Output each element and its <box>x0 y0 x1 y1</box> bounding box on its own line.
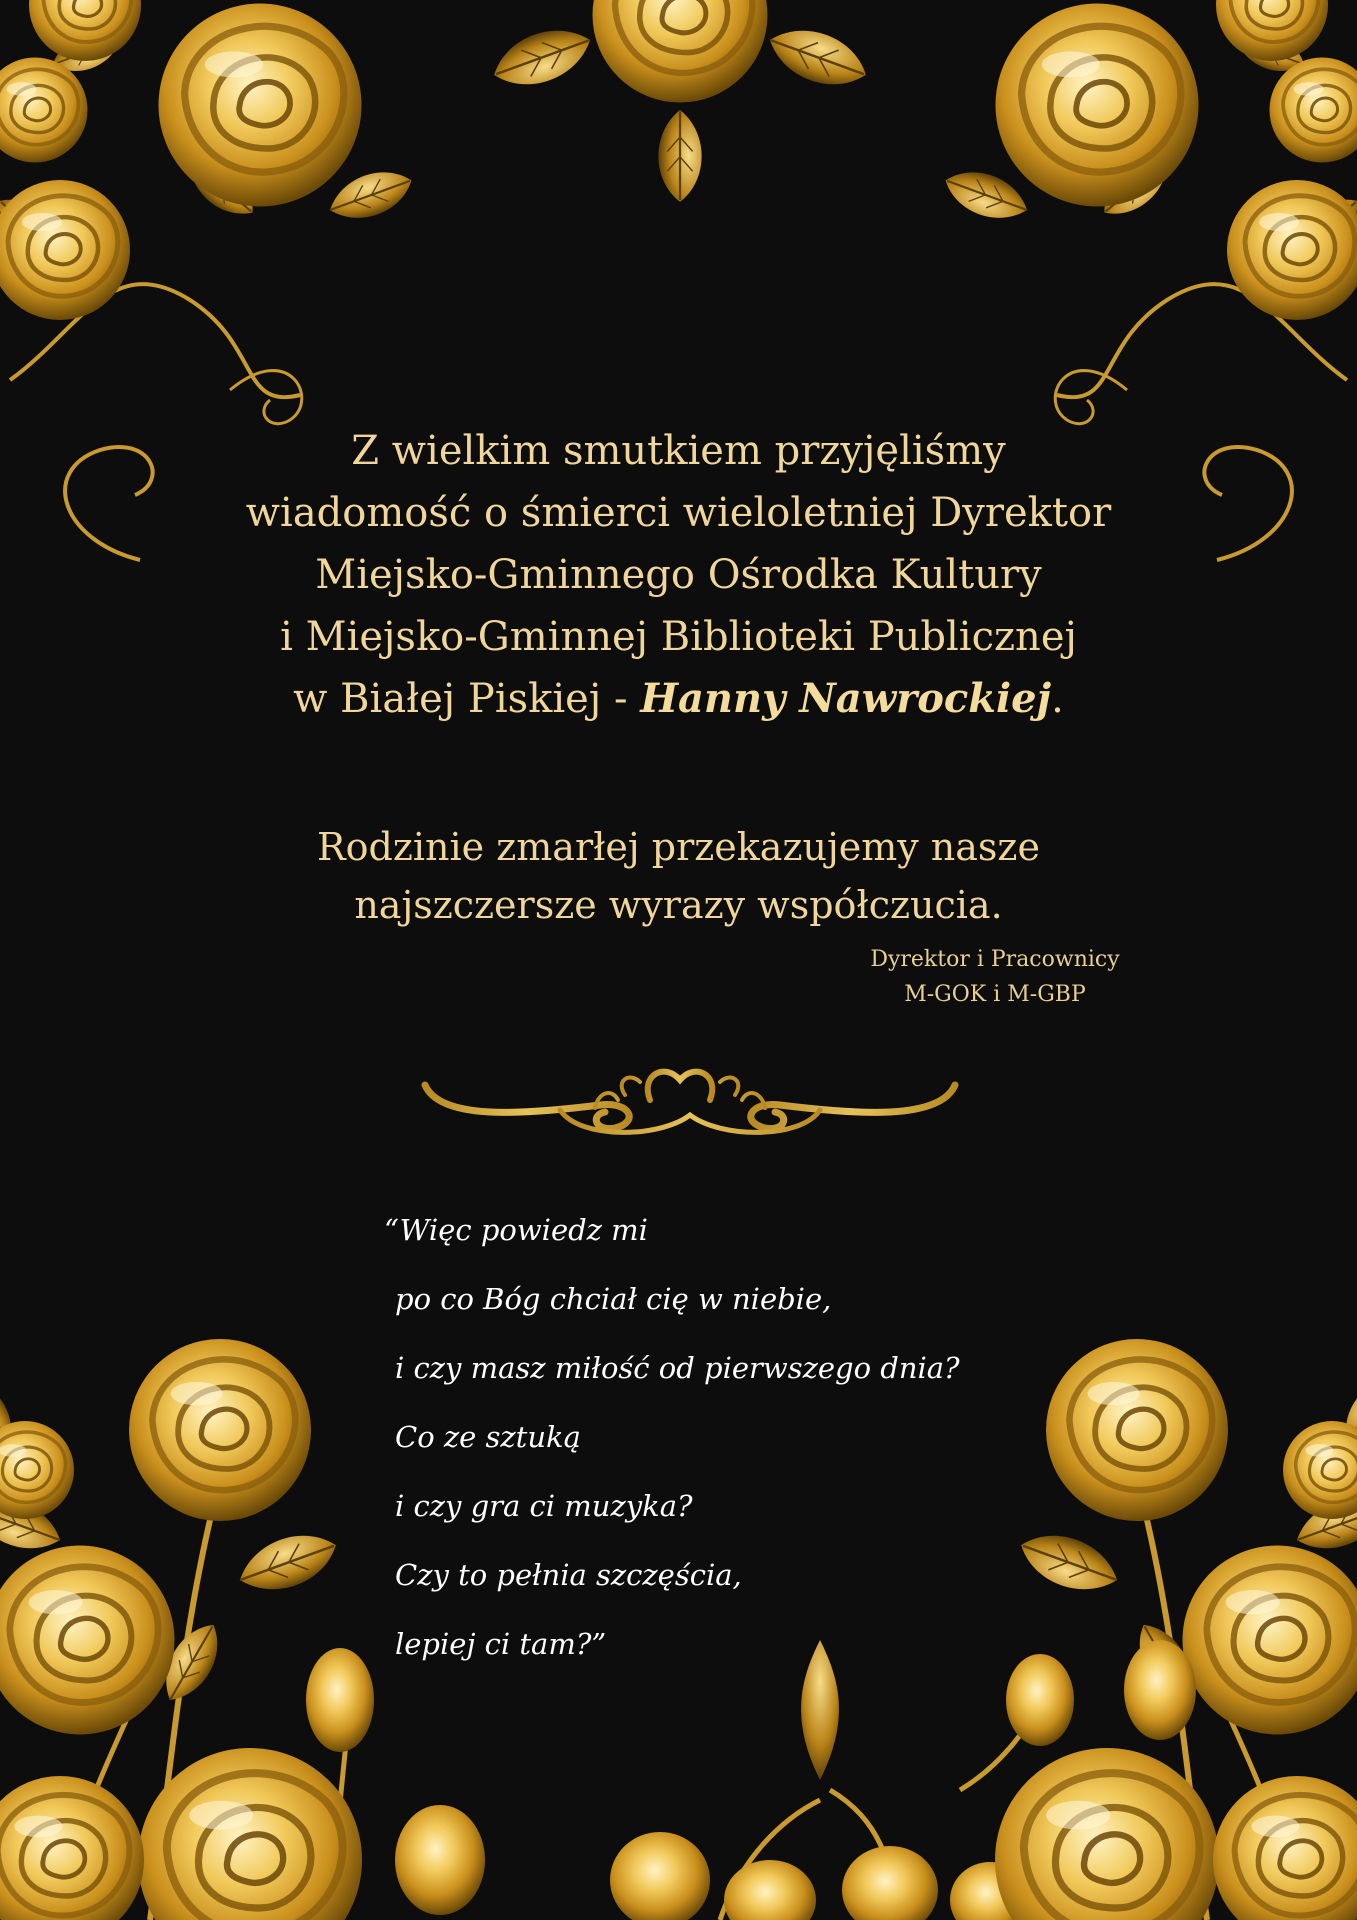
poem-line: po co Bóg chciał cię w niebie, <box>395 1282 832 1316</box>
announcement-line-5-suffix: . <box>1051 676 1064 722</box>
announcement-line-5-prefix: w Białej Piskiej - <box>293 676 641 722</box>
announcement-line-4: i Miejsko-Gminnej Biblioteki Publicznej <box>280 614 1077 660</box>
announcement-line-2: wiadomość o śmierci wieloletniej Dyrektor <box>245 490 1112 536</box>
poem-line: i czy masz miłość od pierwszego dnia? <box>395 1351 960 1385</box>
signature <box>795 942 1195 1012</box>
signature-line-2: M-GOK i M-GBP <box>904 982 1086 1007</box>
poem-quote <box>384 1196 1004 1679</box>
condolence-text <box>160 818 1197 934</box>
bottom-right-roses-icon <box>995 1339 1357 1920</box>
condolence-line-2: najszczersze wyrazy współczucia. <box>354 883 1003 927</box>
gold-flourish-divider-icon <box>425 1072 955 1133</box>
signature-line-1: Dyrektor i Pracownicy <box>870 947 1120 972</box>
condolence-line-1: Rodzinie zmarłej przekazujemy nasze <box>317 825 1040 869</box>
announcement-line-1: Z wielkim smutkiem przyjęliśmy <box>351 428 1006 474</box>
announcement-line-3: Miejsko-Gminnego Ośrodka Kultury <box>315 552 1042 598</box>
poem-line: i czy gra ci muzyka? <box>395 1489 693 1523</box>
top-center-rose-icon <box>486 0 874 202</box>
deceased-name: Hanny Nawrockiej <box>640 675 1052 722</box>
poem-line: Co ze sztuką <box>395 1420 581 1454</box>
poem-line: “Więc powiedz mi <box>384 1213 648 1247</box>
announcement-line-5 <box>293 676 1064 722</box>
poem-line: lepiej ci tam?” <box>395 1627 607 1661</box>
poem-line: Czy to pełnia szczęścia, <box>395 1558 742 1592</box>
announcement-text <box>160 420 1197 730</box>
